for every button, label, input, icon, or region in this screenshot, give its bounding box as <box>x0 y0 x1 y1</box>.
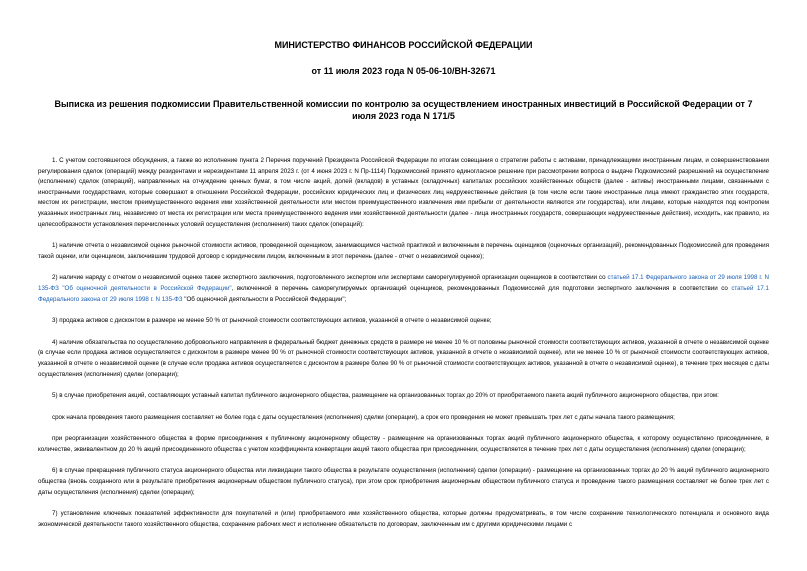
paragraph-item-2-text-b: , включенной в перечень саморегулируемых организаций оценщиков, рекомендованных Подкомиссией для подготовки экспертного заключения в соответствии со <box>231 284 732 292</box>
paragraph-item-5: 5) в случае приобретения акций, составляющих уставный капитал публичного акционерного общества, размещение на организованных торгах до 20% от приобретаемого пакета акций публичного акционерного общества, при этом: <box>52 392 719 400</box>
paragraph-item-2-text-a: 2) наличие наряду с отчетом о независимой оценке также экспертного заключения, подготовленного экспертом или экспертами саморегулируемой организации оценщиков в соответствии со <box>52 274 608 282</box>
paragraph-item-2-text-c: "Об оценочной деятельности в Российской Федерации"; <box>182 295 347 303</box>
paragraph-item-5-sub-2: при реорганизации хозяйственного общества в форме присоединения к публичному акционерному обществу - размещение на организованных торгах акций публичного акционерного общества, к которому осуществлено присоединение, в количестве, эквивалентном до 20 % акций присоединенного общества с учетом коэффициента конвертации акций такого общества при присоединении, осуществляется в течение трех лет с даты осуществления (исполнения) сделки (операции); <box>38 435 769 453</box>
paragraph-item-7: 7) установление ключевых показателей эффективности для покупателей и (или) приобретаемого ими хозяйственного общества, которые должны предусматривать, в том числе сохранение технологического потенциала и основного вида экономической деятельности такого хозяйственного общества, сохранение рабочих мест и исполнение обязательств по договорам, заключенным им с другими юридическими лицами с <box>38 510 769 528</box>
paragraph-item-4: 4) наличие обязательства по осуществлению добровольного направления в федеральный бюджет денежных средств в размере не менее 10 % от половины рыночной стоимости соответствующих активов, указанной в отчете о независимой оценке (в случае если продажа активов осуществляется с дисконтом в размере менее 90 % от рыночной стоимости соответствующих активов, указанной в отчете о независимой оценке), или не менее 10 % от рыночной стоимости соответствующих активов, указанной в отчете о независимой оценке (в случае если продажа активов осуществляется с дисконтом в размере более 90 % от рыночной стоимости соответствующих активов, указанной в отчете о независимой оценке), в течение трех месяцев с даты осуществления (исполнения) сделки (операции); <box>38 338 769 378</box>
document-title: Выписка из решения подкомиссии Правительственной комиссии по контролю за осуществлением иностранных инвестиций в Российской Федерации от 7 июля 2023 года N 171/5 <box>54 99 753 121</box>
paragraph-item-5-sub-1: срок начала проведения такого размещения составляет не более года с даты осуществления (исполнения) сделки (операции), а срок его проведения не может превышать трех лет с даты начала такого размещения; <box>52 413 675 421</box>
paragraph-item-3: 3) продажа активов с дисконтом в размере не менее 50 % от рыночной стоимости соответствующих активов, указанной в отчете о независимой оценке; <box>52 317 492 325</box>
paragraph-item-1: 1) наличие отчета о независимой оценке рыночной стоимости активов, проведенной оценщиком, занимающимся частной практикой и включенным в перечень оценщиков (оценочных организаций), рекомендованных Подкомиссией для проведения такой оценки, или оценщиком, заключившим трудовой договор с юридическим лицом, включенным в этот перечень (далее - отчет о независимой оценке); <box>38 242 769 260</box>
paragraph-item-2 <box>38 273 769 305</box>
paragraph-1: 1. С учетом состоявшегося обсуждения, а также во исполнение пункта 2 Перечня поручений Президента Российской Федерации по итогам совещания о стратегии работы с активами, принадлежащими иностранным лицам, и совершенствовании регулирования сделок (операций) между резидентами и нерезидентами 11 апреля 2023 г. (от 4 июня 2023 г. N Пр-1114) Подкомиссией принято единогласное решение при рассмотрении вопроса о выдаче Подкомиссией разрешений на осуществление (исполнение) сделок (операций), направленных на отчуждение ценных бумаг, в том числе акций, долей (вкладов) в уставных (складочных) капиталах российских хозяйственных обществ (далее - активы) иностранными лицами, связанными с иностранными государствами, которые совершают в отношении Российской Федерации, российских юридических лиц и физических лиц недружественные действия (в том числе если такие иностранные лица имеют гражданство этих государств, местом их регистрации, местом преимущественного ведения ими хозяйственной деятельности или местом преимущественного извлечения ими прибыли от деятельности являются эти государства), или лицами, которые находятся под контролем указанных иностранных лиц, независимо от места их регистрации или места преимущественного ведения ими хозяйственной деятельности (далее - лица иностранных государств, совершающих недружественные действия), исходить, как правило, из целесообразности установления перечисленных условий осуществления (исполнения) таких сделок (операций): <box>38 157 769 228</box>
document-body <box>38 156 769 530</box>
ministry-heading: МИНИСТЕРСТВО ФИНАНСОВ РОССИЙСКОЙ ФЕДЕРАЦИИ <box>274 40 533 50</box>
document-number: от 11 июля 2023 года N 05-06-10/ВН-32671 <box>311 66 496 76</box>
law-link-1[interactable]: статьей 17.1 Федерального закона от 29 июля 1998 г. N 135-ФЗ "Об оценочной деятельности в Российской Федерации" <box>38 274 769 292</box>
law-link-2[interactable]: статьей 17.1 Федерального закона от 29 июля 1998 г. N 135-ФЗ <box>38 284 769 303</box>
paragraph-item-6: 6) в случае прекращения публичного статуса акционерного общества или ликвидации такого общества в результате осуществления (исполнения) сделки (операции) - размещение на организованных торгах до 20 % акций публичного акционерного общества (вновь созданного или в результате приобретения акционерным обществом публичного статуса), при этом срок приобретения акционерным обществом публичного статуса и проведение такого размещения составляет не более трех лет с даты осуществления (исполнения) сделки (операции); <box>38 467 769 496</box>
